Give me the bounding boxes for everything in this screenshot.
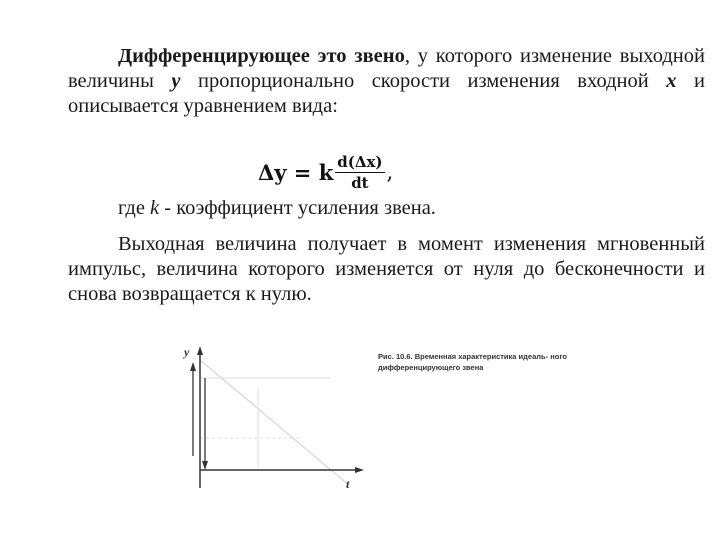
variable-y: y: [171, 70, 181, 92]
y-axis-label: y: [184, 345, 190, 359]
y-axis-arrow: [197, 346, 203, 355]
paragraph-definition: [68, 44, 705, 119]
equation-lhs: Δy = k: [258, 159, 334, 185]
figure-caption: Рис. 10.6. Временная характеристика идеаль- ного дифференцирующего звена: [378, 352, 567, 372]
definition-text-c: и описывается уравнением вида:: [68, 70, 705, 117]
variable-x: x: [666, 70, 677, 92]
equation-numerator: d(Δx): [337, 152, 383, 171]
coef-text: - коэффициент усиления звена.: [159, 197, 436, 219]
time-response-figure: [180, 338, 370, 498]
impulse-arrow-down: [202, 461, 208, 470]
equation-denominator: dt: [351, 173, 369, 192]
coef-prefix: где: [118, 197, 151, 219]
equation-fraction: [335, 153, 384, 192]
equation: [258, 148, 393, 196]
faint-diagonal-line: [200, 360, 350, 486]
definition-text-b: пропорционально скорости изменения входной: [180, 70, 667, 92]
equation-trail: ,: [386, 160, 394, 184]
impulse-arrow: [190, 362, 196, 371]
definition-text-a: , у которого изменение выходной величины: [68, 45, 705, 92]
term-differentiating-link: Дифференцирующее это звено: [118, 45, 405, 67]
paragraph-impulse: Выходная величина получает в момент изменения мгновенный импульс, величина которого изменяется от нуля до бесконечности и снова возвращается к нулю.: [68, 233, 705, 305]
t-axis-arrow: [355, 467, 364, 473]
paragraph-coefficient: [118, 196, 436, 221]
t-axis-label: t: [346, 477, 350, 491]
variable-k: k: [150, 197, 160, 219]
